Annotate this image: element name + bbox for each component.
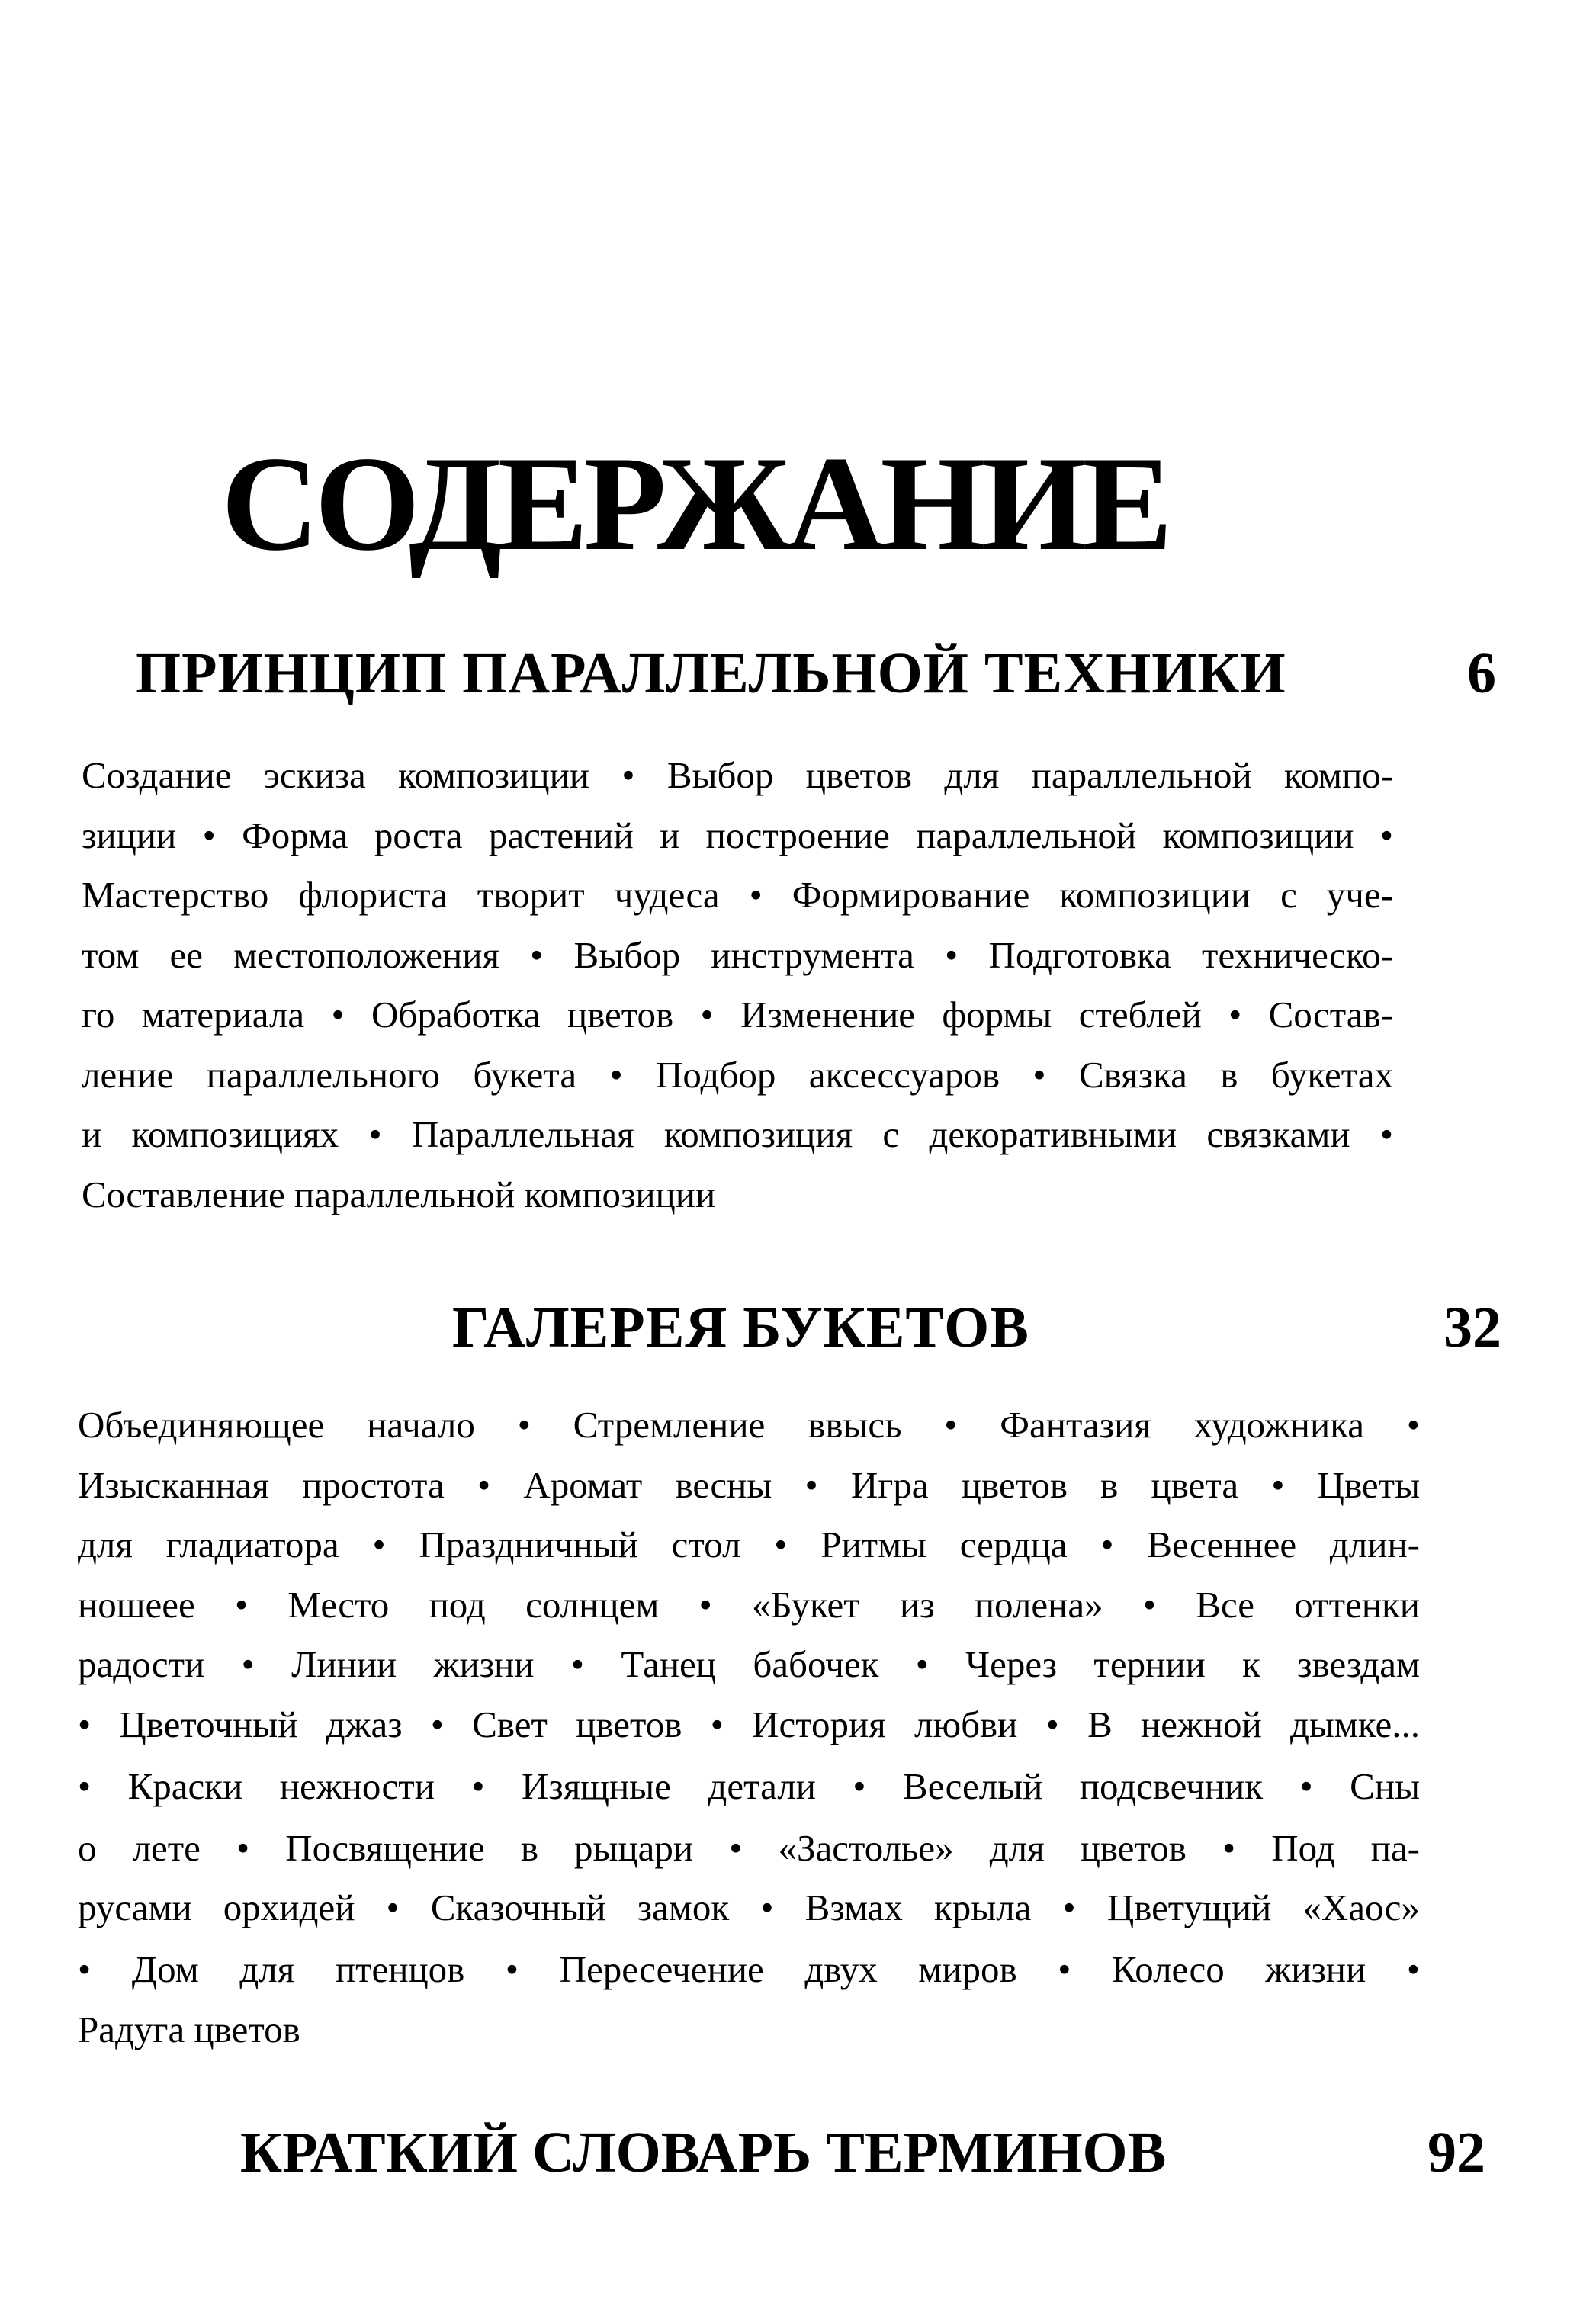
section-entries-bouquet-gallery bbox=[78, 1395, 1420, 2060]
entry-line: том ее местоположения • Выбор инструмента • Подготовка техническо- bbox=[82, 933, 1393, 976]
entry-line: Мастерство флориста творит чудеса • Формирование композиции с уче- bbox=[82, 874, 1393, 916]
section-page-number: 6 bbox=[1467, 641, 1496, 705]
entry-line: • Цветочный джаз • Свет цветов • История любви • В нежной дымке... bbox=[78, 1703, 1420, 1745]
entry-line: • Краски нежности • Изящные детали • Веселый подсвечник • Сны bbox=[78, 1764, 1420, 1807]
entry-line: радости • Линии жизни • Танец бабочек • Через тернии к звездам bbox=[78, 1643, 1420, 1685]
section-entries-parallel-technique bbox=[82, 746, 1393, 1225]
entry-line: го материала • Обработка цветов • Изменение формы стеблей • Состав- bbox=[82, 994, 1393, 1036]
entry-line: ление параллельного букета • Подбор аксессуаров • Связка в букетах bbox=[82, 1053, 1393, 1096]
entry-line: Объединяющее начало • Стремление ввысь • Фантазия художника • bbox=[78, 1404, 1420, 1446]
entry-line: Изысканная простота • Аромат весны • Игра цветов в цвета • Цветы bbox=[78, 1463, 1420, 1506]
entry-line: русами орхидей • Сказочный замок • Взмах крыла • Цветущий «Хаос» bbox=[78, 1886, 1420, 1928]
entry-line: для гладиатора • Праздничный стол • Ритмы сердца • Весеннее длин- bbox=[78, 1524, 1420, 1565]
entry-line: Создание эскиза композиции • Выбор цветов для параллельной компо- bbox=[82, 754, 1393, 796]
entry-line: ношеее • Место под солнцем • «Букет из полена» • Все оттенки bbox=[78, 1583, 1420, 1626]
section-page-number: 32 bbox=[1443, 1296, 1501, 1360]
entry-line: о лете • Посвящение в рыцари • «Застолье» для цветов • Под па- bbox=[78, 1826, 1420, 1869]
entry-line: и композициях • Параллельная композиция с декоративными связками • bbox=[82, 1113, 1393, 1155]
section-page-number: 92 bbox=[1427, 2121, 1485, 2185]
section-heading-bouquet-gallery: ГАЛЕРЕЯ БУКЕТОВ bbox=[452, 1296, 1029, 1360]
section-heading-glossary: КРАТКИЙ СЛОВАРЬ ТЕРМИНОВ bbox=[240, 2121, 1167, 2185]
page-title: СОДЕРЖАНИЕ bbox=[221, 428, 1168, 579]
entry-line: Радуга цветов bbox=[78, 2008, 300, 2050]
entry-line: • Дом для птенцов • Пересечение двух миров • Колесо жизни • bbox=[78, 1948, 1420, 1990]
entry-line: Составление параллельной композиции bbox=[82, 1173, 716, 1215]
entry-line: зиции • Форма роста растений и построение параллельной композиции • bbox=[82, 814, 1393, 856]
section-heading-parallel-technique: ПРИНЦИП ПАРАЛЛЕЛЬНОЙ ТЕХНИКИ bbox=[136, 641, 1286, 705]
